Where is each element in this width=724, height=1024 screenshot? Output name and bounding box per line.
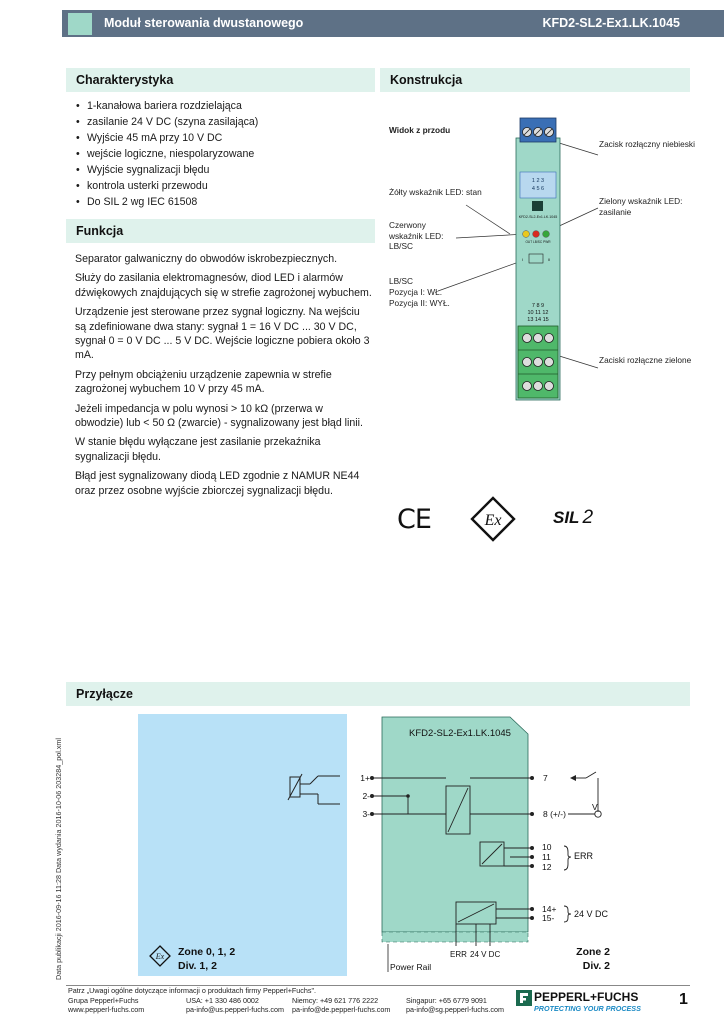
section-przylacze-title: Przyłącze	[76, 687, 133, 701]
brace-err	[564, 846, 571, 870]
funkcja-paragraph: Urządzenie jest sterowane przez sygnał logiczny. Na wejściu są zdefiniowane dwa stany: sygnał 1 = 16 V DC ... 30 V DC, sygnał 0 = 0 V DC ... 5 V DC. Wejście logiczne pobiera około 3 mA.	[75, 306, 370, 362]
ce-mark-icon: CE	[397, 504, 431, 535]
zone-left-line1: Zone 0, 1, 2	[178, 946, 236, 958]
funkcja-paragraph: W stanie błędu wyłączane jest zasilanie przekaźnika sygnalizacji błędu.	[75, 436, 321, 463]
footer-col-usa	[186, 996, 284, 1015]
green-terminals-label: Zaciski rozłączne zielone	[599, 355, 692, 365]
funkcja-paragraph: Przy pełnym obciążeniu urządzenie zapewnia w strefie zagrożonej wybuchem 10 V przy 45 mA.	[75, 368, 332, 396]
ex-zone-text: Ex	[155, 952, 165, 961]
switch-pos-1: I	[522, 257, 524, 262]
bottom-terminal-numbers: 10 11 12	[527, 310, 549, 316]
bottom-err-label: ERR	[450, 950, 467, 959]
atex-ex-text: Ex	[484, 512, 502, 529]
footer-note: Patrz „Uwagi ogólne dotyczące informacji o produktach firmy Pepperl+Fuchs".	[68, 986, 317, 995]
footer-company: Grupa Pepperl+Fuchs	[68, 996, 139, 1005]
terminal-label: 3-	[362, 809, 370, 819]
wiring-diagram	[138, 714, 698, 984]
section-konstrukcja-header	[380, 68, 690, 92]
footer-website-link[interactable]: www.pepperl-fuchs.com	[68, 1005, 145, 1015]
sil-badge	[553, 507, 593, 529]
v-label: V	[592, 802, 598, 812]
lbsc-switch[interactable]	[529, 254, 543, 263]
yellow-led-icon	[523, 231, 530, 238]
position-1-label: Pozycja I: WŁ.	[389, 287, 443, 297]
device-front-view	[380, 110, 700, 410]
terminal-label: 10	[542, 842, 552, 852]
front-view-label: Widok z przodu	[389, 125, 451, 135]
terminal-label: 15-	[542, 913, 555, 923]
blue-terminal-label: Zacisk rozłączny niebieski	[599, 139, 695, 149]
leader-line	[466, 205, 510, 234]
footer-col-de	[292, 996, 390, 1015]
top-terminal-numbers: 4 5 6	[531, 186, 545, 192]
header-title: Moduł sterowania dwustanowego	[104, 16, 304, 30]
footer-phone: Singapur: +65 6779 9091	[406, 996, 487, 1005]
green-led-icon	[543, 231, 550, 238]
green-led-label: Zielony wskaźnik LED: zasilanie	[599, 196, 683, 217]
led-caption: OUT LB/SC PWR	[525, 240, 551, 244]
section-konstrukcja-title: Konstrukcja	[390, 73, 463, 87]
brand-tagline: PROTECTING YOUR PROCESS	[534, 1004, 641, 1013]
section-charakterystyka-header	[66, 68, 375, 92]
atex-ex-icon	[470, 496, 516, 542]
feature-item: • Do SIL 2 wg IEC 61508	[74, 194, 374, 210]
dc-label: 24 V DC	[574, 909, 609, 919]
top-terminal-numbers: 1 2 3	[531, 178, 545, 184]
leader-line	[456, 234, 526, 238]
feature-item: • Wyjście sygnalizacji błędu	[74, 162, 374, 178]
footer-phone: USA: +1 330 486 0002	[186, 996, 259, 1005]
funkcja-paragraph: Błąd jest sygnalizowany diodą LED zgodnie z NAMUR NE44 oraz przez osobne wyjście zbiorczej sygnalizacji błędu.	[75, 470, 360, 497]
funkcja-paragraph: Jeżeli impedancja w polu wynosi > 10 kΩ (przerwa w obwodzie) lub < 50 Ω (zwarcie) - sygnalizowany jest błąd linii.	[75, 402, 363, 430]
power-rail-label: Power Rail	[390, 962, 432, 972]
red-led-icon	[533, 231, 540, 238]
footer-col-group	[68, 996, 144, 1015]
bottom-terminal-numbers: 13 14 15	[527, 317, 549, 323]
footer-email-link[interactable]: pa-info@us.pepperl-fuchs.com	[186, 1005, 284, 1015]
lbsc-label: LB/SC	[389, 276, 413, 286]
module-housing	[382, 717, 528, 932]
arrow-icon	[570, 775, 576, 781]
terminal-label: 7	[543, 773, 548, 783]
terminal-label: 14+	[542, 904, 557, 914]
pf-logo-icon	[532, 201, 543, 211]
funkcja-paragraph: Służy do zasilania elektromagnesów, diod LED i alarmów dźwiękowych znajdujących się w strefie zagrożonej wybuchem.	[75, 272, 372, 299]
hazardous-zone-area	[138, 714, 347, 976]
red-led-label: Czerwony wskaźnik LED: LB/SC	[389, 220, 444, 251]
side-publication-info: Data publikacji 2016-09-16 11:28 Data wydania 2016-10-06 203284_pol.xml	[54, 737, 63, 980]
blue-label-window	[520, 172, 556, 198]
sil-level: 2	[582, 507, 594, 528]
brace-dc	[564, 906, 571, 922]
yellow-led-label: Żółty wskaźnik LED: stan	[389, 187, 482, 197]
page-number: 1	[679, 991, 688, 1008]
feature-item: • kontrola usterki przewodu	[74, 178, 374, 194]
switch-pos-2: II	[548, 257, 551, 262]
funkcja-text	[75, 252, 373, 503]
green-terminal-screws	[523, 334, 554, 391]
section-charakterystyka-title: Charakterystyka	[76, 73, 174, 87]
header-accent-square	[68, 13, 92, 35]
sil-text: SIL	[553, 508, 580, 527]
terminal-label: 8 (+/-)	[543, 809, 566, 819]
section-funkcja-header	[66, 219, 375, 243]
feature-item: • wejście logiczne, niespolaryzowane	[74, 146, 374, 162]
feature-list	[74, 98, 374, 210]
section-przylacze-header	[66, 682, 690, 706]
feature-item: • 1-kanałowa bariera rozdzielająca	[74, 98, 374, 114]
footer-col-sg	[406, 996, 504, 1015]
terminal-label: 12	[542, 862, 552, 872]
brand-name: PEPPERL+FUCHS	[534, 990, 639, 1004]
power-rail-strip	[382, 932, 528, 942]
terminal-label: 2-	[362, 791, 370, 801]
feature-item: • Wyjście 45 mA przy 10 V DC	[74, 130, 374, 146]
zone-left-line2: Div. 1, 2	[178, 960, 217, 972]
bottom-terminal-numbers: 7 8 9	[531, 303, 545, 309]
zone-right-line2: Div. 2	[582, 960, 610, 972]
footer-email-link[interactable]: pa-info@sg.pepperl-fuchs.com	[406, 1005, 504, 1015]
feature-item: • zasilanie 24 V DC (szyna zasilająca)	[74, 114, 374, 130]
zone-right-line1: Zone 2	[576, 946, 610, 958]
device-model-small: KFD2-SL2-Ex1.LK.1045	[518, 215, 558, 219]
terminal-label: 1+	[360, 773, 370, 783]
err-label: ERR	[574, 851, 594, 861]
terminal-label: 11	[542, 852, 551, 862]
pf-logo-icon	[516, 990, 532, 1006]
position-2-label: Pozycja II: WYŁ.	[389, 298, 450, 308]
footer-phone: Niemcy: +49 621 776 2222	[292, 996, 379, 1005]
header-model: KFD2-SL2-Ex1.LK.1045	[542, 16, 680, 30]
section-funkcja-title: Funkcja	[76, 224, 124, 238]
bottom-dc-label: 24 V DC	[470, 950, 501, 959]
diagram-model-label: KFD2-SL2-Ex1.LK.1045	[409, 728, 511, 739]
footer-email-link[interactable]: pa-info@de.pepperl-fuchs.com	[292, 1005, 391, 1015]
funkcja-paragraph: Separator galwaniczny do obwodów iskrobezpiecznych.	[75, 253, 338, 265]
